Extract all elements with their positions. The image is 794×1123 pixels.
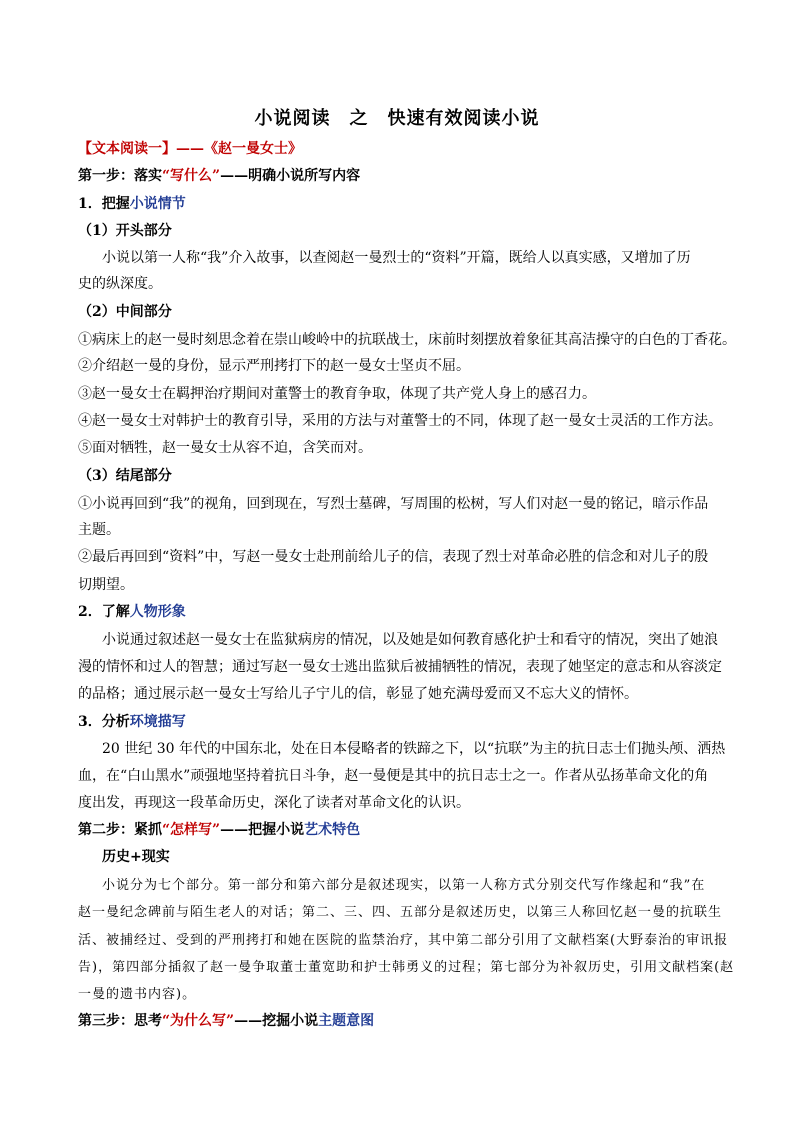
section3-heading	[78, 711, 186, 731]
step3-rest: ——挖掘小说	[234, 1013, 319, 1029]
step1-heading	[78, 165, 360, 185]
section1-heading	[78, 193, 186, 213]
history-line: 告)，第四部分插叙了赵一曼争取董士董宽助和护士韩勇义的过程；第七部分为补叙历史，引用文献档案(赵	[78, 960, 735, 975]
part3-line: ①小说再回到“我”的视角，回到现在，写烈士墓碑，写周围的松树，写人们对赵一曼的铭记，暗示作品	[78, 496, 709, 512]
section3-line: 度出发，再现这一段革命历史，深化了读者对革命文化的认识。	[78, 795, 470, 811]
part2-line: ④赵一曼女士对韩护士的教育引导，采用的方法与对董警士的不同，体现了赵一曼女士灵活的工作方法。	[78, 413, 722, 429]
history-line: 赵一曼纪念碑前与陌生老人的对话；第二、三、四、五部分是叙述历史，以第三人称回忆赵一曼的抗联生	[78, 905, 723, 920]
part2-line: ②介绍赵一曼的身份，显示严刑拷打下的赵一曼女士坚贞不屈。	[78, 358, 470, 374]
history-line: 一曼的遗书内容)。	[78, 987, 197, 1002]
part3-label: （3）结尾部分	[78, 468, 172, 484]
step3-heading	[78, 1010, 374, 1030]
step1-key: “写什么”	[162, 168, 221, 184]
section2-heading	[78, 601, 186, 621]
section2-line: 的品格；通过展示赵一曼女士写给儿子宁儿的信，彰显了她充满母爱而又不忘大义的情怀。	[78, 686, 638, 702]
section2-num: 2．	[78, 604, 102, 620]
section2-prefix: 了解	[101, 604, 130, 620]
part3-line: 主题。	[78, 522, 120, 538]
section2-line: 漫的情怀和过人的智慧；通过写赵一曼女士逃出监狱后被捕牺牲的情况，表现了她坚定的意志和从容淡定	[78, 659, 722, 675]
section2-line: 小说通过叙述赵一曼女士在监狱病房的情况，以及她是如何教育感化护士和看守的情况，突出了她浪	[102, 632, 718, 648]
section1-prefix: 把握	[101, 196, 130, 212]
part1-line: 小说以第一人称“我”介入故事，以查阅赵一曼烈士的“资料”开篇，既给人以真实感，又增加了历	[102, 250, 691, 266]
step3-prefix: 第三步：思考	[78, 1013, 162, 1029]
part3-line: 切期望。	[78, 577, 134, 593]
part2-line: ③赵一曼女士在羁押治疗期间对董警士的教育争取，体现了共产党人身上的感召力。	[78, 386, 596, 402]
step3-rest-key: 主题意图	[318, 1013, 375, 1029]
step2-key: “怎样写”	[162, 822, 221, 838]
part2-label: （2）中间部分	[78, 304, 172, 320]
reading-label	[78, 138, 302, 158]
part2-line: ⑤面对牺牲，赵一曼女士从容不迫，含笑而对。	[78, 440, 372, 456]
step2-heading	[78, 819, 360, 839]
section3-num: 3．	[78, 714, 102, 730]
step2-rest: ——把握小说	[220, 822, 305, 838]
history-line: 小说分为七个部分。第一部分和第六部分是叙述现实，以第一人称方式分别交代写作缘起和“我”在	[102, 878, 706, 893]
work-title: 《赵一曼女士》	[204, 141, 302, 157]
page-title: 小说阅读 之 快速有效阅读小说	[254, 108, 540, 129]
history-label: 历史+现实	[102, 849, 170, 865]
section3-key: 环境描写	[129, 714, 186, 730]
section1-key: 小说情节	[129, 196, 186, 212]
reading-bracket: 【文本阅读一】	[78, 141, 176, 157]
step2-rest-key: 艺术特色	[304, 822, 361, 838]
part3-line: ②最后再回到“资料”中，写赵一曼女士赴刑前给儿子的信，表现了烈士对革命必胜的信念和对儿子的殷	[78, 549, 709, 565]
section1-num: 1．	[78, 196, 102, 212]
step3-key: “为什么写”	[162, 1013, 235, 1029]
section3-line: 血，在“白山黑水”顽强地坚持着抗日斗争，赵一曼便是其中的抗日志士之一。作者从弘扬革命文化的角	[78, 768, 709, 784]
section3-prefix: 分析	[101, 714, 130, 730]
part2-line: ①病床上的赵一曼时刻思念着在崇山峻岭中的抗联战士，床前时刻摆放着象征其高洁操守的白色的丁香花。	[78, 332, 736, 348]
step2-prefix: 第二步：紧抓	[78, 822, 162, 838]
section3-line: 20 世纪 30 年代的中国东北，处在日本侵略者的铁蹄之下，以“抗联”为主的抗日志士们抛头颅、洒热	[102, 741, 726, 757]
step1-rest: ——明确小说所写内容	[220, 168, 361, 184]
part1-line: 史的纵深度。	[78, 276, 162, 292]
section2-key: 人物形象	[129, 604, 186, 620]
reading-dash: ——	[176, 141, 204, 157]
history-line: 活、被捕经过、受到的严刑拷打和她在医院的监禁治疗，其中第二部分引用了文献档案(大野泰治的审讯报	[78, 933, 729, 948]
part1-label: （1）开头部分	[78, 223, 172, 239]
step1-prefix: 第一步：落实	[78, 168, 162, 184]
